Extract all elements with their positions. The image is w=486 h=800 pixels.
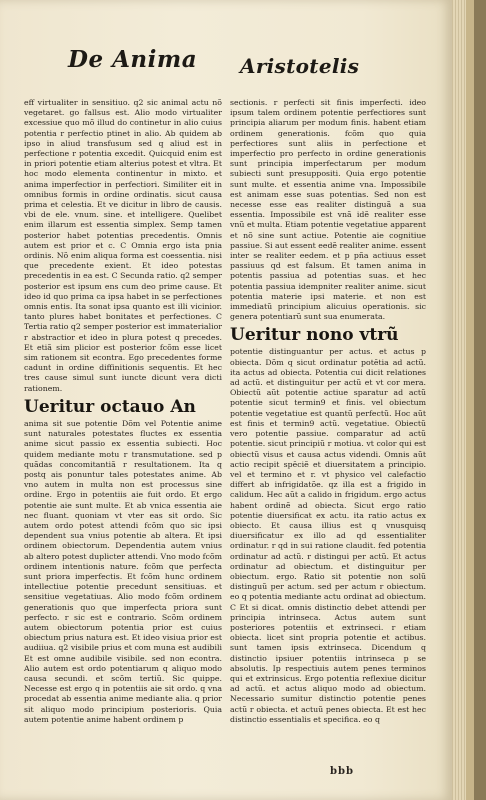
book-fore-edge (466, 0, 474, 800)
page-edges (452, 0, 466, 800)
text-column-right (230, 98, 426, 728)
header-right: Aristotelis (240, 54, 360, 78)
signature-mark: bbb (330, 766, 354, 777)
text-column-left (24, 98, 222, 728)
book-cover-edge (474, 0, 486, 800)
paragraph: anima sit sue potentie Dõm vel Potentie anime sunt naturales potestates fluctes ex essentia anime sicut passio ex essentia subiecti. Hoc quidem mediante motu r transmutatione. sed p quãdas concomitantiã r resultationem. Ita q postq ais ponuntur tales potestates anime. Ab vno autem in multa non est processus sine ordine. Ergo in potentiis aie fuit ordo. Et ergo potentie aie sunt multe. Et ab vnica essentia aie nec fluant. quoniam vt vter eas sit ordo. Sic autem ordo potest attendi fcõm quo sic ipsi dependent sua vnius potentie ab altera. Et ipsi ordinem obiectorum. Dependentia autem vnius ab altero potest duplicter attendi. Vno modo fcõm ordinem intentionis nature. fcõm que perfecta sunt priora imperfectis. Et fcõm hunc ordinem intellectiue potentie precedunt sensitiuas. et sensitiue vegetatiuas. Alio modo fcõm ordinem generationis quo que imperfecta priora sunt perfecto. r sic est e contrario. Scõm ordinem autem obiectorum potentia prior est cuius obiectum prius natura est. Et ideo visiua prior est audiiua. q2 visibile prius et com muna est audibili Et est omne audibile visibile. sed non econtra. Alio autem est ordo potentiarum q aliquo modo causa secundi. et scõm tertiũ. Sic quippe. Necesse est ergo q in potentiis aie sit ordo. q vna procedat ab essentia anime mediante alia. q prior sit aliquo modo principium posterioris. Quia autem potentie anime habent ordinem p (24, 418, 222, 724)
header-left: De Anima (68, 46, 198, 73)
paragraph: sectionis. r perfecti sit finis imperfecti. ideo ipsum talem ordinem potentie perfectiores sunt principia aliarum per modum finis. habent etiam ordinem generationis. fcõm quo quia perfectiores sunt aliis in perfectione et imperfectio pro perfecto in ordine generationis sunt principia imperfectarum per modum subiecti sunt presuppositi. Quia ergo potentie sunt multe. et essentia anime vna. Impossibile est animam esse suas potentias. Sed non est necesse esse eas realiter distinguã a sua essentia. Impossibile est vnã idẽ realiter esse vnũ et multa. Etiam potentie vegetatiue apparent et nõ sine sunt actiue. Potentie aie cognitiue passiue. Si aut essent eedẽ realiter anime. essent inter se realiter eedem. et p pña actiuus esset passiuus qd est falsum. Et tamen anima in potentis passiua ad potentias suas. et hec potentia passiua idempniter realiter anime. sicut potentia materie ipsi materie. et non est immediatũ principium alicuius operationis. sic genera potentiarũ sunt sua enumerata. (230, 98, 426, 322)
paragraph: eff virtualiter in sensitiuo. q2 sic animal actu nõ vegetaret. go fallsus est. Alio modo virtualiter excessiue quo mõ illud do continetur in alio cuius potentia r perfectio ptinet in alio. Ab quidem ab ipso in aliud transfusum sed q aliud est in perfectione r potentia excedit. Quicquid enim est in priori potentie etiam alterius potest et vltra. Et hoc modo elementa continentur in mixto. et anima imperfectior in perfectiori. Similiter eit in omnibus formis in ordine ordinatis. sicut causa prima et celestia. Et ve dicitur in libro de causis. vbi de ele. vnum. sine. et intelligere. Quelibet enim illarum est essentia simplex. Semp tamen posterior habet potentias precedentis. Omnis autem est prior et c. C Omnia ergo ista pnia ordinis. Nõ enim aliqua forma est coessentia. nisi que precedente exient. Et ideo potestas precedentis in ea est. C Secunda ratio. q2 semper posterior est ipsum ens cum deo prime cause. Et ideo id quo prima ca ipsa habet in se perfectiones omnis entis. Ita sonat ipsa quanto est illi vicinior. tanto plures habet bonitates et perfectiones. C Tertia ratio q2 semper posterior est immaterialior r abstractior et ideo in plura potest q precedes. Et etiã sim plicior est posterior fcõm esse licet sim rationem sit econtra. Ego precedentes forme cadunt in ordine diffinitionis sequentis. Et hec tres cause simul sunt iuncte dicunt vera dicti rationem. (24, 98, 222, 393)
running-header (0, 46, 452, 86)
question-heading: Ueritur octauo An (24, 396, 196, 417)
paragraph: potentie distinguantur per actus. et actus p obiecta. Dõm q sicut ordinatur potētia ad actũ. ita actus ad obiecta. Potentia cui dicit relationes ad actũ. et distinguitur per actũ et vt cor mera. Obiectũ aũt potentie actiue sparatur ad actũ potentie sicut termin9 et finis. vel obiectum potentie vegetatiue est quantũ perfectũ. Hoc aũt est finis et termin9 actũ. vegetatiue. Obiectũ vero potentie passiue. comparatur ad actũ potentie. sicut principiũ r motiua. vt color qui est obiectũ visus et causa actus videndi. Omnis aũt actio recipit spēciẽ et diuersitatem a principio. vel et termino et r. vt physico vel calefactio differt ab infrigidatõe. qz illa est a frigido in calidum. Hec aũt a calido in frigidum. ergo actus habent ordinẽ ad obiecta. Sicut ergo ratio potentie diuersificat ex actu. ita ratio actus ex obiecto. Et causa illius est q vnusquisq diuersificatur ex illo ad qd essentialiter ordinatur. r qd in sui ratione claudit. fed potentia ordinatur ad actũ. r distingui per actũ. Et actus ordinatur ad obiectum. et distinguitur per obiectum. ergo. Ratio sit potentie non solũ distinguũ per actum. sed per actum r obiectum. eo q potentia mediante actu ordinat ad obiectum. C Et si dicat. omnis distinctio debet attendi per principia intrinseca. Actus autem sunt posteriores potentiis et extrinseci. r etiam obiecta. licet sint propria potentie et actibus. sunt tamen ipsis extrinseca. Dicendum q distinctio ipsiuer potentiis intrinseca p se absolutis. Ip respectiuis autem penes terminos qui et extrinsicus. Ergo potentia reflexiue dicitur ad actũ. et actus aliquo modo ad obiectum. Necessario sumitur distinctio potentie penes actũ r obiecta. et actuũ penes obiecta. Et est hec distinctio essentialis et specifica. eo q (230, 347, 426, 724)
question-heading: Ueritur nono vtrũ (230, 325, 399, 346)
